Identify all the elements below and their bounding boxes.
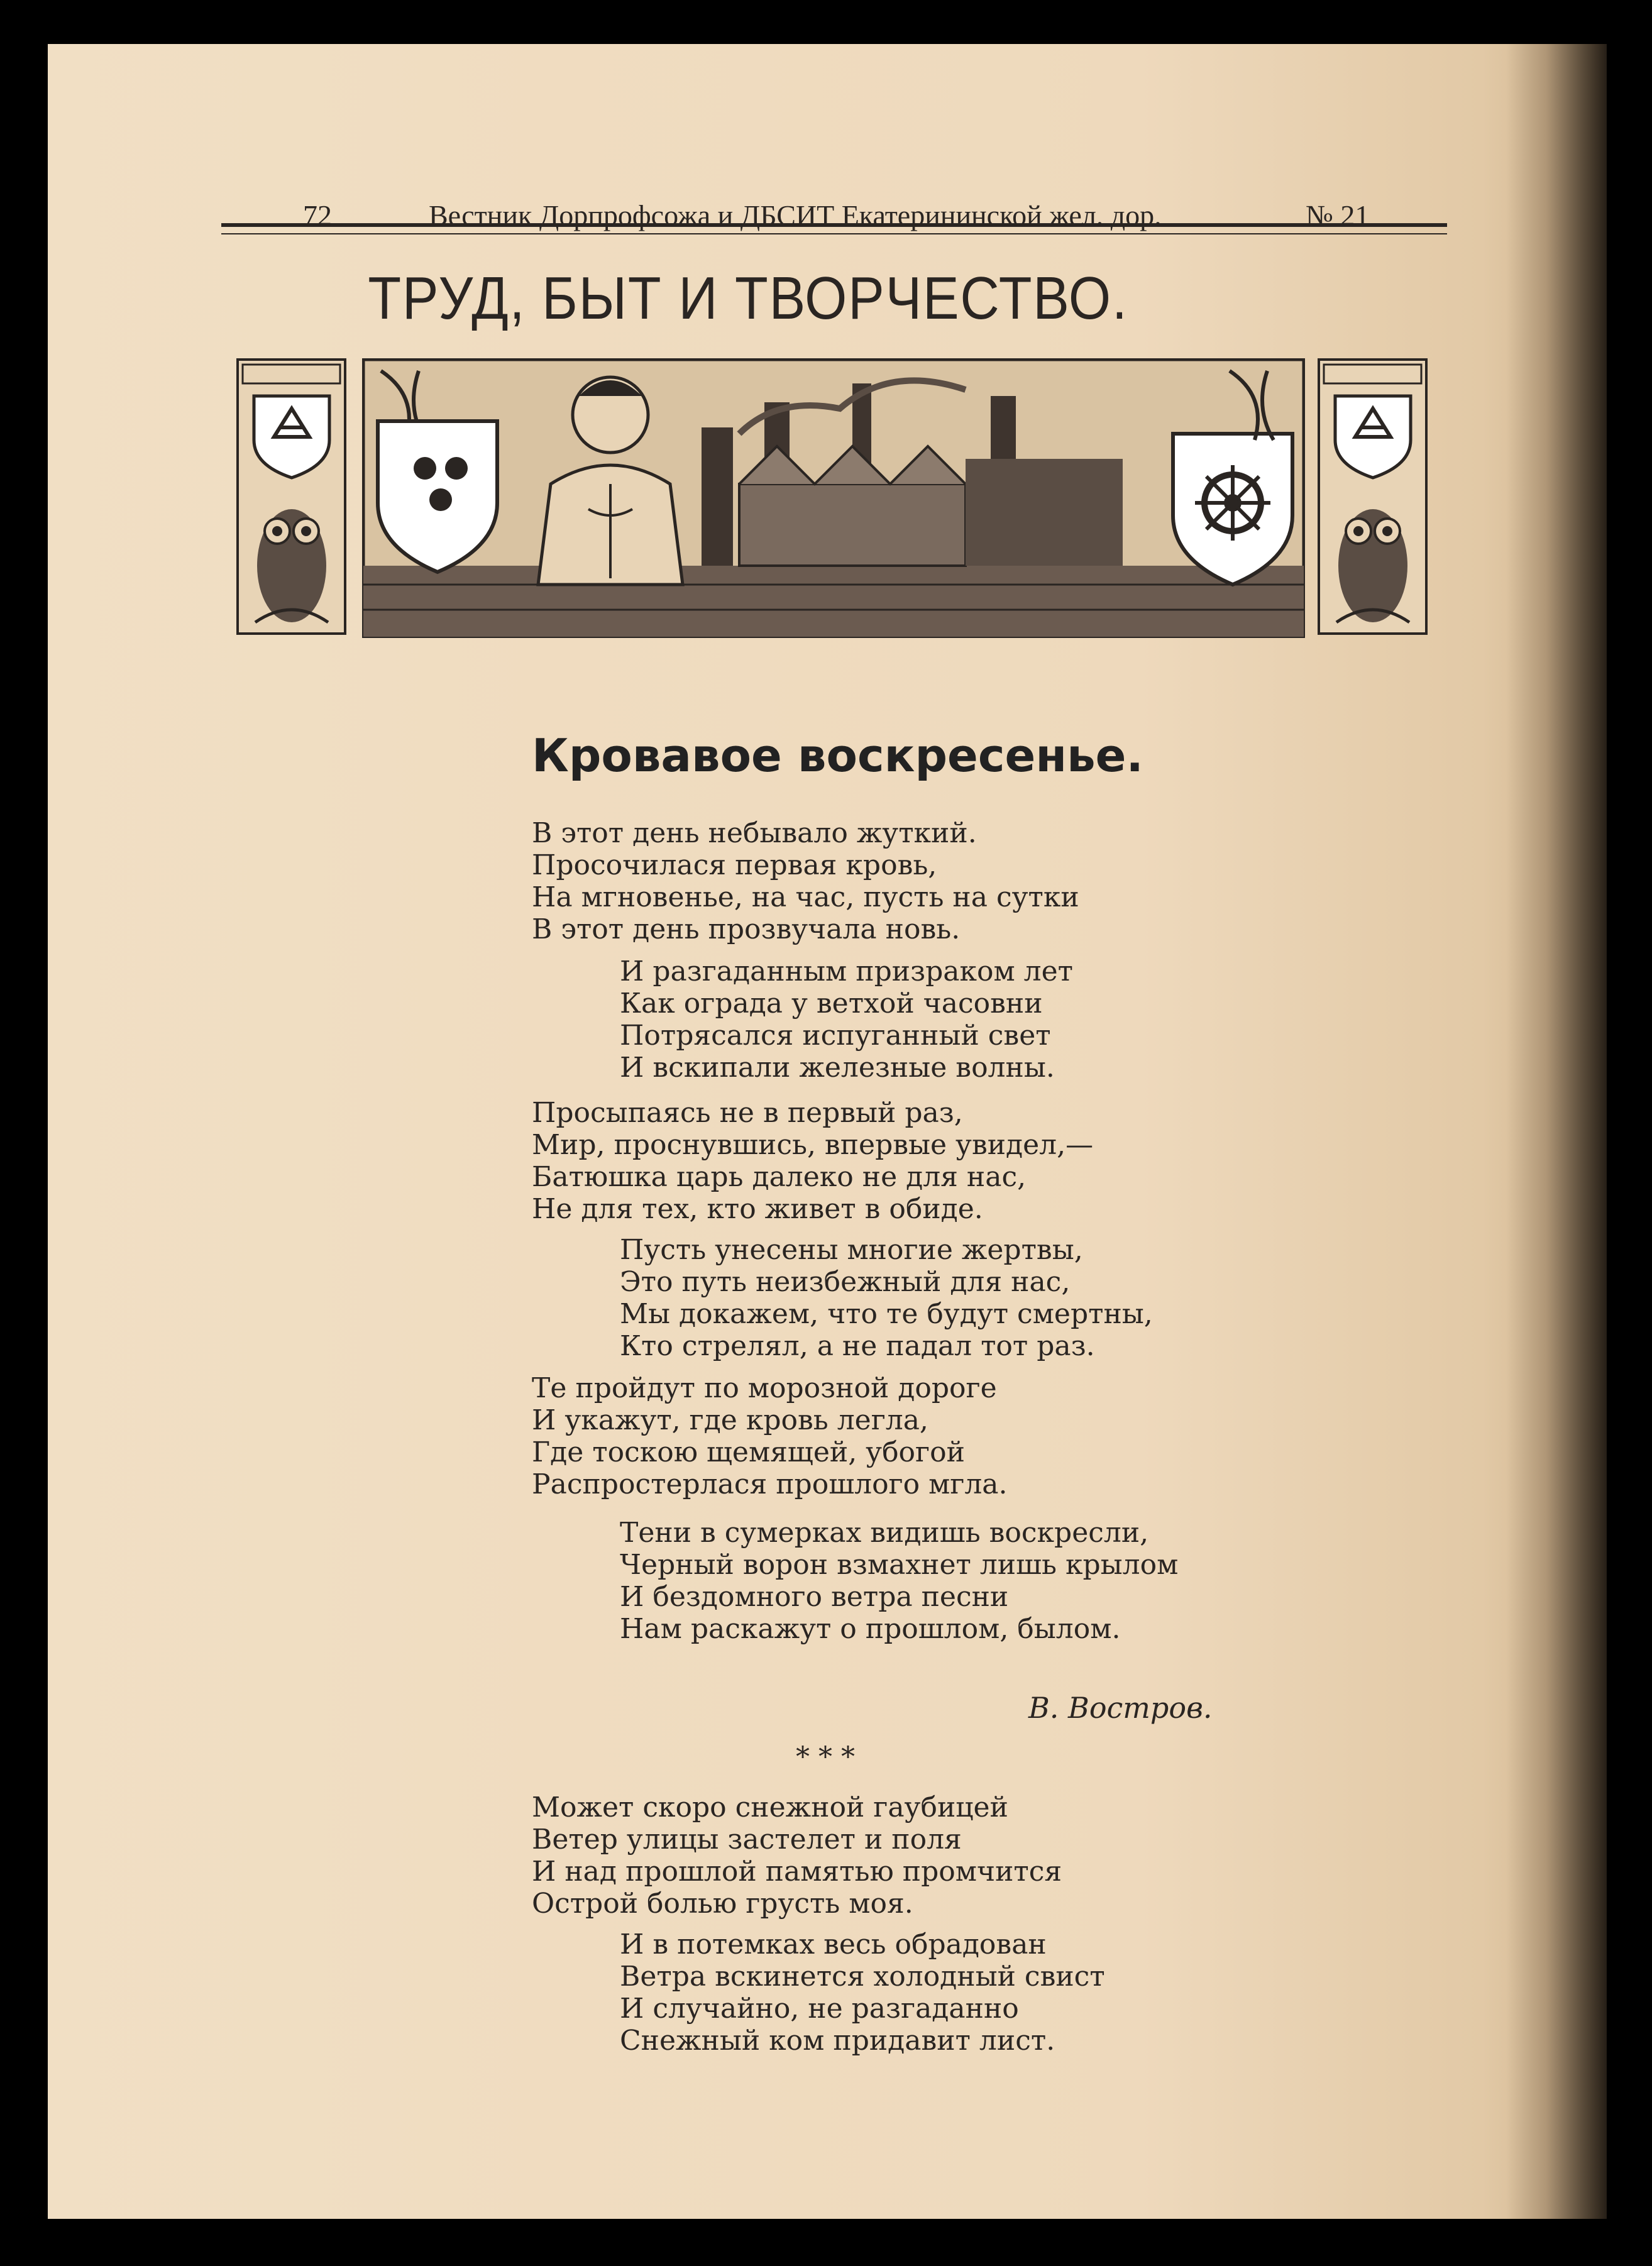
verse-line: И над прошлой памятью промчится [532, 1856, 1062, 1888]
verse-line: Просыпаясь не в первый раз, [532, 1097, 963, 1129]
poem1-stanza-3 [532, 1097, 1093, 1225]
verse-line: Мир, проснувшись, впервые увидел,— [532, 1129, 1094, 1161]
verse-line: Распростерлася прошлого мгла. [532, 1468, 1008, 1500]
owl-emblem-icon [236, 358, 346, 635]
poem2-stanza-2 [620, 1928, 1105, 2057]
verse-line: В этот день прозвучала новь. [532, 913, 961, 945]
verse-line: Мы докажем, что те будут смертны, [620, 1298, 1153, 1330]
journal-page [48, 44, 1607, 2219]
poem-author: В. Востров. [1028, 1691, 1213, 1725]
journal-name: Вестник Дорпрофсожа и ДБСИТ Екатерининской жел. дор. [429, 199, 1162, 231]
verse-line: Пусть унесены многие жертвы, [620, 1234, 1083, 1266]
poem1-stanza-1 [532, 817, 1079, 945]
page-fold-shadow [1506, 44, 1607, 2219]
verse-line: Может скоро снежной гаубицей [532, 1791, 1008, 1823]
poem2-stanza-1 [532, 1791, 1062, 1920]
verse-line: Снежный ком придавит лист. [620, 2025, 1055, 2057]
verse-line: На мгновенье, на час, пусть на сутки [532, 881, 1079, 913]
factory-worker-illustration-icon [362, 358, 1305, 638]
verse-line: Кто стрелял, а не падал тот раз. [620, 1330, 1095, 1362]
verse-line: Просочилася первая кровь, [532, 849, 937, 881]
industrial-woodcut-banner [362, 358, 1305, 638]
left-owl-panel [236, 358, 346, 635]
verse-line: Нам раскажут о прошлом, былом. [620, 1613, 1121, 1645]
section-title: ТРУД, БЫТ И ТВОРЧЕСТВО. [368, 265, 1128, 332]
poem1-stanza-5 [532, 1372, 1008, 1500]
poem1-stanza-2 [620, 955, 1073, 1084]
poem1-stanza-6 [620, 1517, 1178, 1645]
verse-line: И разгаданным призраком лет [620, 955, 1073, 987]
issue-number: № 21 [1306, 199, 1370, 231]
verse-line: Не для тех, кто живет в обиде. [532, 1193, 983, 1225]
verse-line: Ветер улицы застелет и поля [532, 1823, 962, 1856]
verse-line: Где тоскою щемящей, убогой [532, 1436, 965, 1468]
verse-line: Это путь неизбежный для нас, [620, 1266, 1071, 1298]
right-owl-panel [1318, 358, 1428, 635]
verse-line: И случайно, не разгаданно [620, 1993, 1019, 2025]
asterism-separator: * * * [796, 1741, 855, 1773]
verse-line: Черный ворон взмахнет лишь крылом [620, 1549, 1179, 1581]
verse-line: И укажут, где кровь легла, [532, 1404, 928, 1436]
verse-line: И в потемках весь обрадован [620, 1928, 1047, 1961]
verse-line: Тени в сумерках видишь воскресли, [620, 1517, 1149, 1549]
verse-line: Батюшка царь далеко не для нас, [532, 1161, 1027, 1193]
verse-line: Как ограда у ветхой часовни [620, 987, 1043, 1020]
verse-line: Те пройдут по морозной дороге [532, 1372, 997, 1404]
verse-line: Острой болью грусть моя. [532, 1888, 913, 1920]
verse-line: Потрясался испуганный свет [620, 1020, 1051, 1052]
verse-line: Ветра вскинется холодный свист [620, 1961, 1105, 1993]
owl-emblem-icon [1318, 358, 1428, 635]
verse-line: И вскипали железные волны. [620, 1052, 1055, 1084]
verse-line: И бездомного ветра песни [620, 1581, 1009, 1613]
header-rule [221, 223, 1447, 234]
page-number: 72 [303, 199, 332, 231]
poem1-stanza-4 [620, 1234, 1153, 1362]
poem-title: Кровавое воскресенье. [532, 729, 1143, 782]
verse-line: В этот день небывало жуткий. [532, 817, 977, 849]
